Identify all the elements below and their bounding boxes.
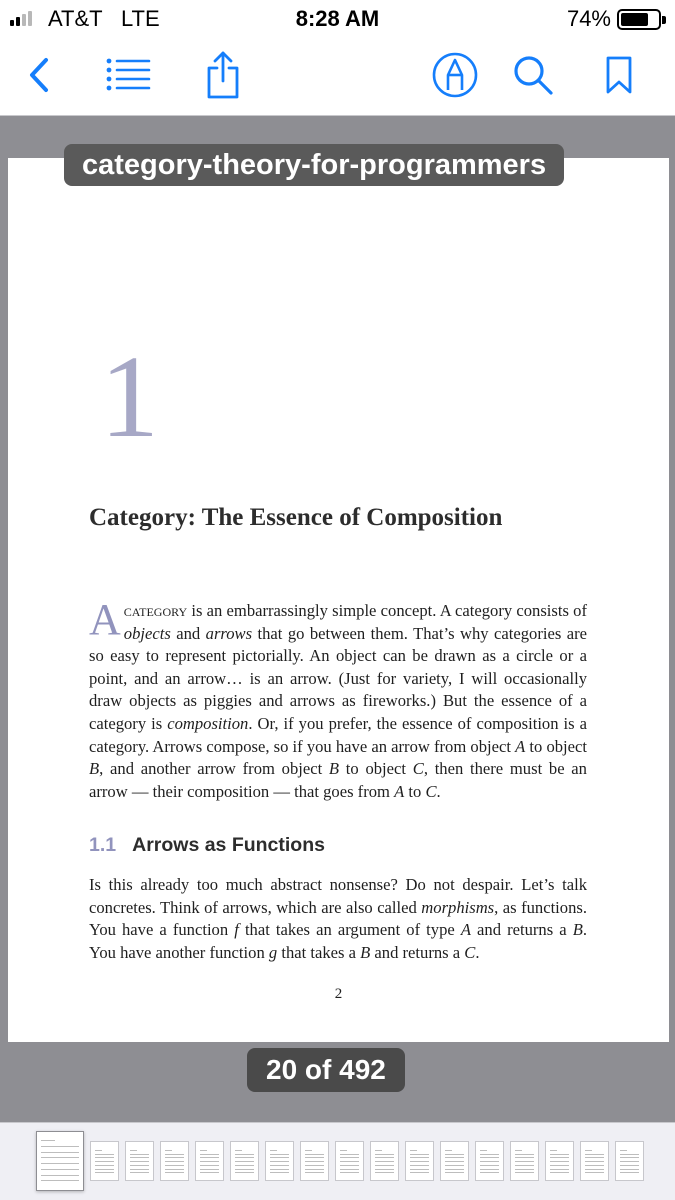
page-thumbnail[interactable] <box>230 1141 259 1181</box>
smallcaps-word: category <box>123 601 188 620</box>
para1-emphasis-9: C <box>425 781 437 801</box>
status-bar <box>0 0 675 38</box>
current-page-thumbnail[interactable] <box>36 1131 84 1191</box>
para1-text-4: . Or, if you prefer, the essence of composition is a category. Arrows compose, so if you have an arrow from object <box>89 713 587 756</box>
page-thumbnail[interactable] <box>265 1141 294 1181</box>
battery-percent: 74% <box>566 6 611 31</box>
markup-pen-icon <box>431 51 479 99</box>
page-thumbnail[interactable] <box>90 1141 119 1181</box>
chevron-left-icon <box>24 55 54 95</box>
list-icon <box>105 57 153 93</box>
page-thumbnail[interactable] <box>160 1141 189 1181</box>
page-indicator: 20 of 492 <box>247 1048 405 1092</box>
page-thumbnail-strip[interactable] <box>0 1122 675 1200</box>
para1-emphasis-7: C <box>412 759 424 779</box>
para1-emphasis-5: B <box>89 759 100 779</box>
section-heading <box>89 834 325 857</box>
intro-paragraph <box>89 595 588 803</box>
para2-emphasis-6: B <box>360 942 371 962</box>
para2-text-4: and returns a <box>470 920 573 940</box>
battery-fill <box>621 13 648 26</box>
para2-emphasis-1: morphisms <box>421 897 495 917</box>
para1-emphasis-4: A <box>515 736 526 756</box>
page-thumbnail[interactable] <box>475 1141 504 1181</box>
para2-text-5: . You have another function <box>89 920 587 962</box>
para2-emphasis-3: A <box>460 920 471 940</box>
para1-text-10: . <box>436 781 441 801</box>
pdf-page[interactable] <box>8 158 669 1042</box>
search-button[interactable] <box>508 50 558 100</box>
para2-text-2: , as functions. You have a function <box>89 897 587 940</box>
battery-icon <box>617 9 661 30</box>
para1-text-5: to object <box>525 736 588 756</box>
section-title: Arrows as Functions <box>132 834 325 856</box>
page-thumbnail[interactable] <box>335 1141 364 1181</box>
para1-emphasis-8: A <box>394 781 405 801</box>
section-paragraph <box>89 874 587 964</box>
page-thumbnail[interactable] <box>615 1141 644 1181</box>
para2-text-8: . <box>475 942 480 962</box>
para1-text-2: and <box>170 623 206 643</box>
back-button[interactable] <box>14 50 64 100</box>
search-icon <box>511 53 555 97</box>
para2-emphasis-5: g <box>268 942 278 962</box>
page-thumbnail[interactable] <box>300 1141 329 1181</box>
document-view[interactable] <box>0 116 675 1122</box>
page-thumbnail[interactable] <box>440 1141 469 1181</box>
reader-toolbar <box>0 38 675 116</box>
page-thumbnail[interactable] <box>195 1141 224 1181</box>
page-number: 2 <box>334 986 343 1002</box>
document-title: category-theory-for-programmers <box>64 144 564 186</box>
para2-text-1: Is this already too much abstract nonsense? Do not despair. Let’s talk concretes. Think of arrows, which are also called <box>89 875 587 917</box>
page-thumbnail[interactable] <box>510 1141 539 1181</box>
page-thumbnail[interactable] <box>370 1141 399 1181</box>
section-number: 1.1 <box>89 834 117 856</box>
para1-text-3: that go between them. That’s why categories are so easy to represent pictorially. An object can be drawn as a circle or a point, and an arrow… is an arrow. (Just for variety, I will occasionally draw objects as piggies and arrows as fireworks.) But the essence of a category is <box>89 623 587 733</box>
share-icon <box>205 50 241 100</box>
para1-text-7: to object <box>339 759 413 779</box>
para2-text-7: and returns a <box>370 942 465 962</box>
chapter-number: 1 <box>100 331 159 462</box>
para2-emphasis-2: f <box>234 920 239 940</box>
page-thumbnail[interactable] <box>580 1141 609 1181</box>
bookmark-button[interactable] <box>594 50 644 100</box>
para1-emphasis-1: objects <box>123 623 171 643</box>
para1-emphasis-3: composition <box>167 713 249 733</box>
para2-emphasis-7: C <box>464 942 476 962</box>
battery-tip <box>662 16 666 24</box>
para2-text-6: that takes a <box>277 942 361 962</box>
page-thumbnail[interactable] <box>125 1141 154 1181</box>
markup-button[interactable] <box>430 50 480 100</box>
drop-cap: A <box>89 595 121 644</box>
para2-emphasis-4: B <box>572 920 583 940</box>
para1-emphasis-6: B <box>328 759 340 779</box>
para1-text-1: is an embarrassingly simple concept. A category consists of <box>187 601 587 620</box>
para1-emphasis-2: arrows <box>205 623 253 643</box>
chapter-title: Category: The Essence of Composition <box>89 504 503 531</box>
para1-text-8: , then there must be an arrow — their composition — that goes from <box>89 759 587 801</box>
share-button[interactable] <box>198 50 248 100</box>
page-thumbnail[interactable] <box>545 1141 574 1181</box>
status-time: 8:28 AM <box>295 6 380 31</box>
para1-text-9: to <box>404 781 426 801</box>
page-thumbnail[interactable] <box>405 1141 434 1181</box>
para1-text-6: , and another arrow from object <box>99 759 329 779</box>
para2-text-3: that takes an argument of type <box>238 920 461 940</box>
network-type: LTE <box>120 6 160 31</box>
carrier-name: AT&T <box>48 6 103 31</box>
table-of-contents-button[interactable] <box>104 50 154 100</box>
bookmark-icon <box>603 55 635 95</box>
